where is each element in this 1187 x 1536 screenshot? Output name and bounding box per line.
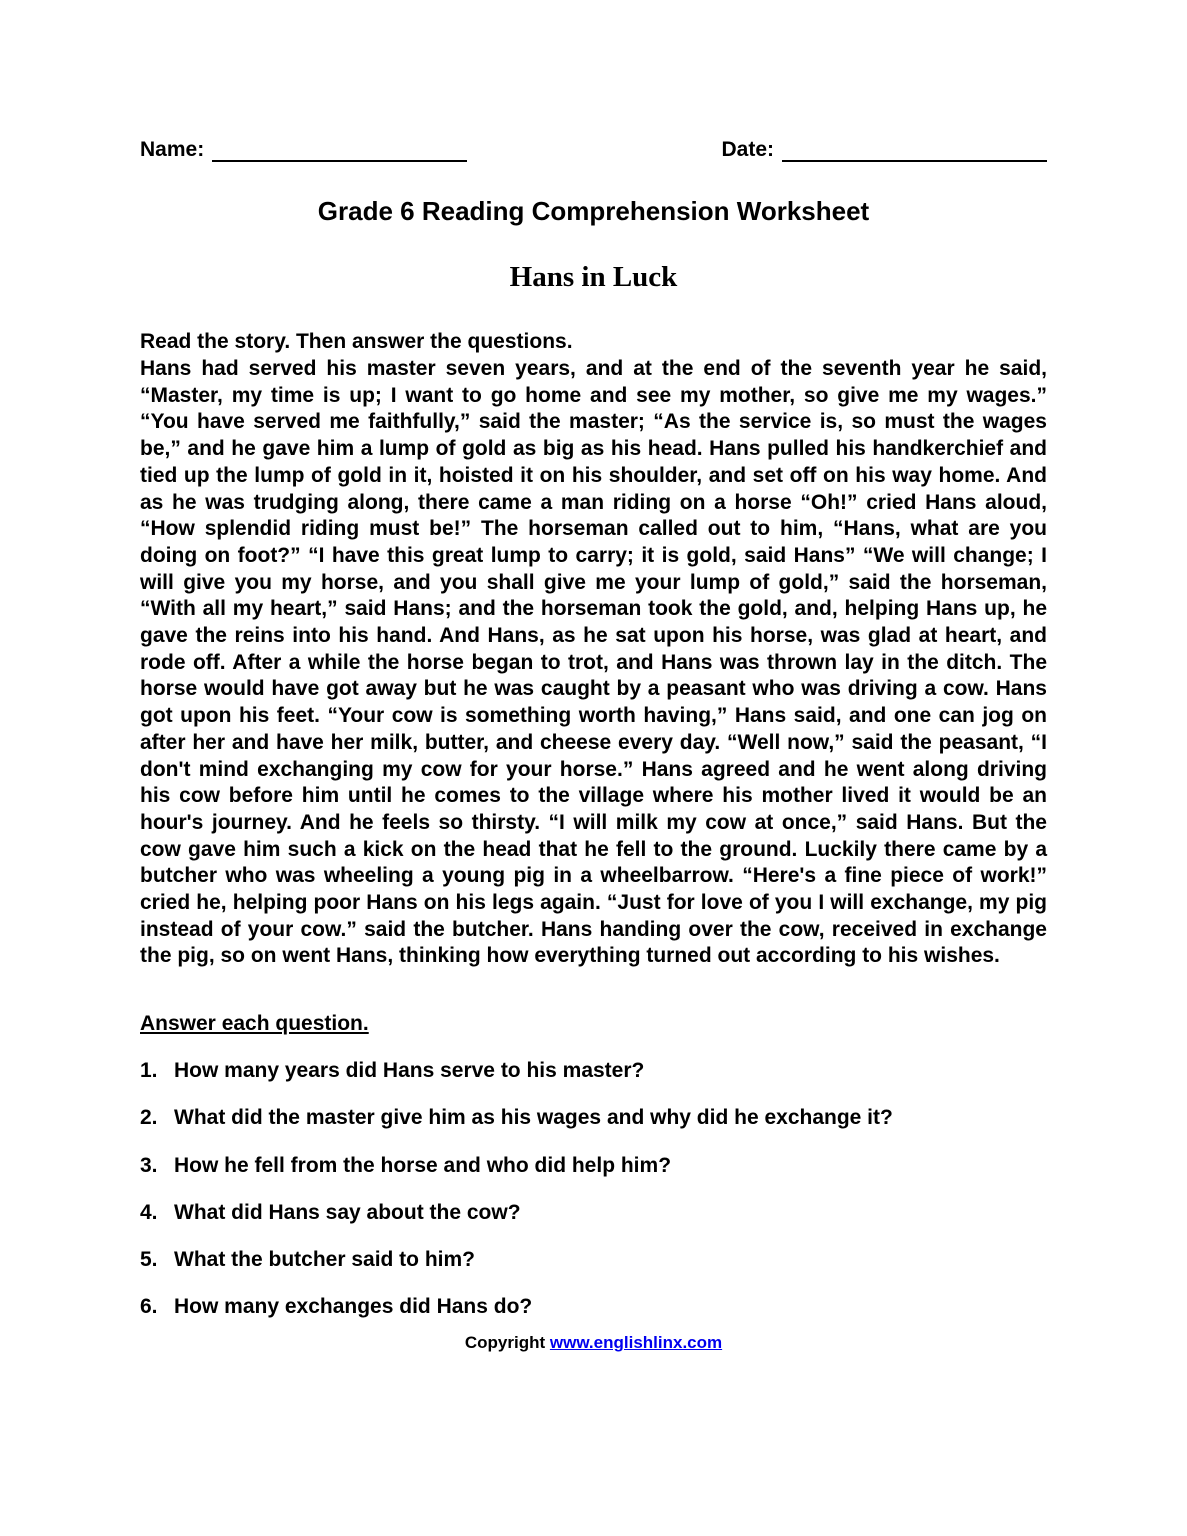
footer [140,1333,1047,1353]
story-text: Hans had served his master seven years, and at the end of the seventh year he said, “Master, my time is up; I want to go home and see my mother, so give me my wages.” “You have served me faithfully,” said the master; “As the service is, so must the wages be,” and he gave him a lump of gold as big as his head. Hans pulled his handkerchief and tied up the lump of gold in it, hoisted it on his shoulder, and set off on his way home. And as he was trudging along, there came a man riding on a horse “Oh!” cried Hans aloud, “How splendid riding must be!” The horseman called out to him, “Hans, what are you doing on foot?” “I have this great lump to carry; it is gold, said Hans” “We will change; I will give you my horse, and you shall give me your lump of gold,” said the horseman, “With all my heart,” said Hans; and the horseman took the gold, and, helping Hans up, he gave the reins into his hand. And Hans, as he sat upon his horse, was glad at heart, and rode off. After a while the horse began to trot, and Hans was thrown lay in the ditch. The horse would have got away but he was caught by a peasant who was driving a cow. Hans got upon his feet. “Your cow is something worth having,” Hans said, and one can jog on after her and have her milk, butter, and cheese every day. “Well now,” said the peasant, “I don't mind exchanging my cow for your horse.” Hans agreed and he went along driving his cow before him until he comes to the village where his mother lived it would be an hour's journey. And he feels so thirsty. “I will milk my cow at once,” said Hans. But the cow gave him such a kick on the head that he fell to the ground. Luckily there came by a butcher who was wheeling a young pig in a wheelbarrow. “Here's a fine piece of work!” cried he, helping poor Hans on his legs again. “Just for love of you I will exchange, my pig instead of your cow.” said the butcher. Hans handing over the cow, received in exchange the pig, so on went Hans, thinking how everything turned out according to his wishes. [140,357,1047,968]
question-number: 5. [140,1247,158,1271]
question-item-3 [140,1153,1047,1178]
question-text: What did Hans say about the cow? [174,1200,521,1224]
question-text: What did the master give him as his wages and why did he exchange it? [174,1106,893,1130]
answer-heading: Answer each question. [140,1012,369,1036]
question-number: 4. [140,1200,158,1224]
question-text: How many years did Hans serve to his master? [174,1059,645,1083]
header-row [140,138,1047,162]
question-number: 3. [140,1153,158,1177]
question-text: How he fell from the horse and who did help him? [174,1153,672,1177]
question-item-5 [140,1247,1047,1272]
question-text: How many exchanges did Hans do? [174,1295,533,1319]
question-item-6 [140,1294,1047,1319]
name-field-group [140,138,467,162]
englishlinx-link[interactable]: www.englishlinx.com [549,1333,723,1353]
question-item-2 [140,1105,1047,1130]
story-title: Hans in Luck [509,261,678,293]
page-title: Grade 6 Reading Comprehension Worksheet [317,196,870,226]
date-field-group [721,138,1047,162]
name-label: Name: [140,138,205,161]
question-number: 6. [140,1295,158,1319]
date-blank-line [782,140,1047,162]
copyright-label: Copyright [464,1333,546,1353]
question-item-1 [140,1058,1047,1083]
name-blank-line [212,140,467,162]
question-text: What the butcher said to him? [174,1247,476,1271]
instruction-text: Read the story. Then answer the questions. [140,330,573,353]
question-number: 2. [140,1106,158,1130]
question-list [140,1058,1047,1319]
date-label: Date: [721,138,774,161]
question-number: 1. [140,1059,158,1083]
question-item-4 [140,1200,1047,1225]
